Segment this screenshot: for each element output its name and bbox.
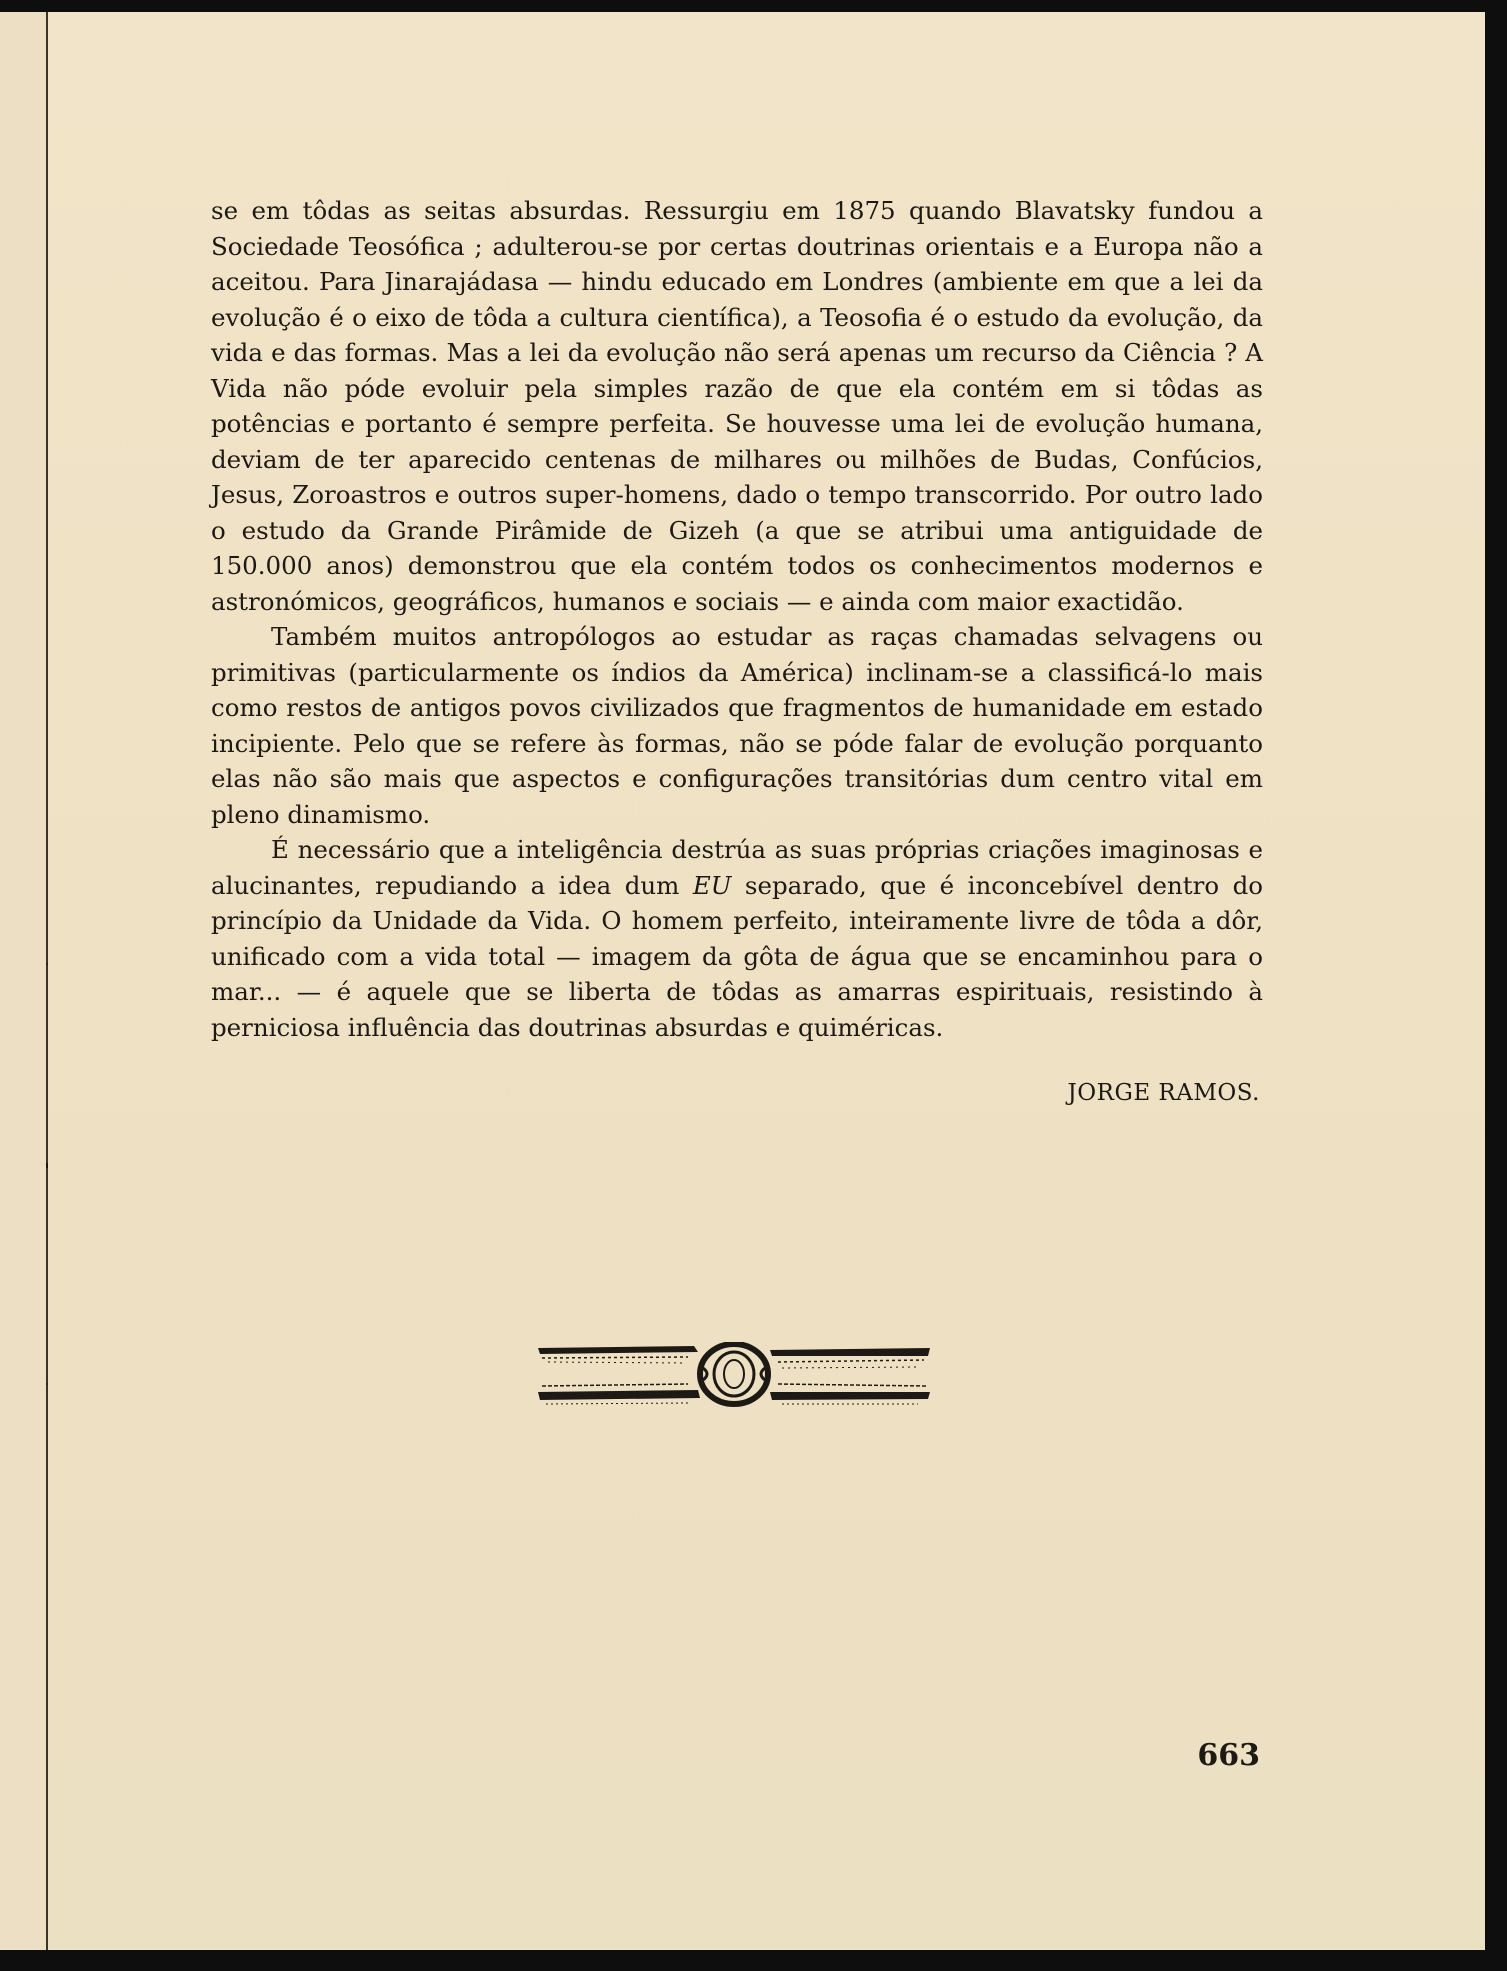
paragraph-3-emphasis: EU (692, 870, 732, 900)
paragraph-2: Também muitos antropólogos ao estudar as raças chamadas selvagens ou primitivas (particularmente os índios da América) inclinam-se a classificá-lo mais como restos de antigos povos civilizados que fragmentos de humanidade em estado incipiente. Pelo que se refere às formas, não se póde falar de evolução porquanto elas não são mais que aspectos e configurações transitórias dum centro vital em pleno dinamismo. (211, 622, 1263, 829)
paragraph-3-text-after: separado, que é inconcebível dentro do princípio da Unidade da Vida. O homem perfeito, inteiramente livre de tôda a dôr, unificado com a vida total — imagem da gôta de água que se encaminhou para o mar... — é aquele que se liberta de tôdas as amarras espirituais, resistindo à perniciosa influência das doutrinas absurdas e quiméricas. (211, 870, 1264, 1042)
paragraph-3-text-before: É necessário que a inteligência destrúa as suas próprias criações imaginosas e alucinantes, repudiando a idea dum (211, 835, 1263, 900)
paragraph-1: se em tôdas as seitas absurdas. Ressurgiu em 1875 quando Blavatsky fundou a Sociedade Teosófica ; adulterou-se por certas doutrinas orientais e a Europa não a aceitou. Para Jinarajádasa — hindu educado em Londres (ambiente em que a lei da evolução é o eixo de tôda a cultura científica), a Teosofia é o estudo da evolução, da vida e das formas. Mas a lei da evolução não será apenas um recurso da Ciência ? A Vida não póde evoluir pela simples razão de que ela contém em si tôdas as potências e portanto é sempre perfeita. Se houvesse uma lei de evolução humana, deviam de ter aparecido centenas de milhares ou milhões de Budas, Confúcios, Jesus, Zoroastros e outros super-homens, dado o tempo transcorrido. Por outro lado o estudo da Grande Pirâmide de Gizeh (a que se atribui uma antiguidade de 150.000 anos) demonstrou que ela contém todos os conhecimentos modernos e astronómicos, geográficos, humanos e sociais — e ainda com maior exactidão. (211, 196, 1263, 616)
article-body (211, 193, 1263, 1045)
author-signature: JORGE RAMOS. (1067, 1080, 1260, 1106)
left-page-edge (0, 12, 48, 1950)
paragraph-3 (211, 832, 1263, 1045)
decorative-fleuron-icon (538, 1342, 930, 1408)
page-number: 663 (1197, 1738, 1260, 1773)
